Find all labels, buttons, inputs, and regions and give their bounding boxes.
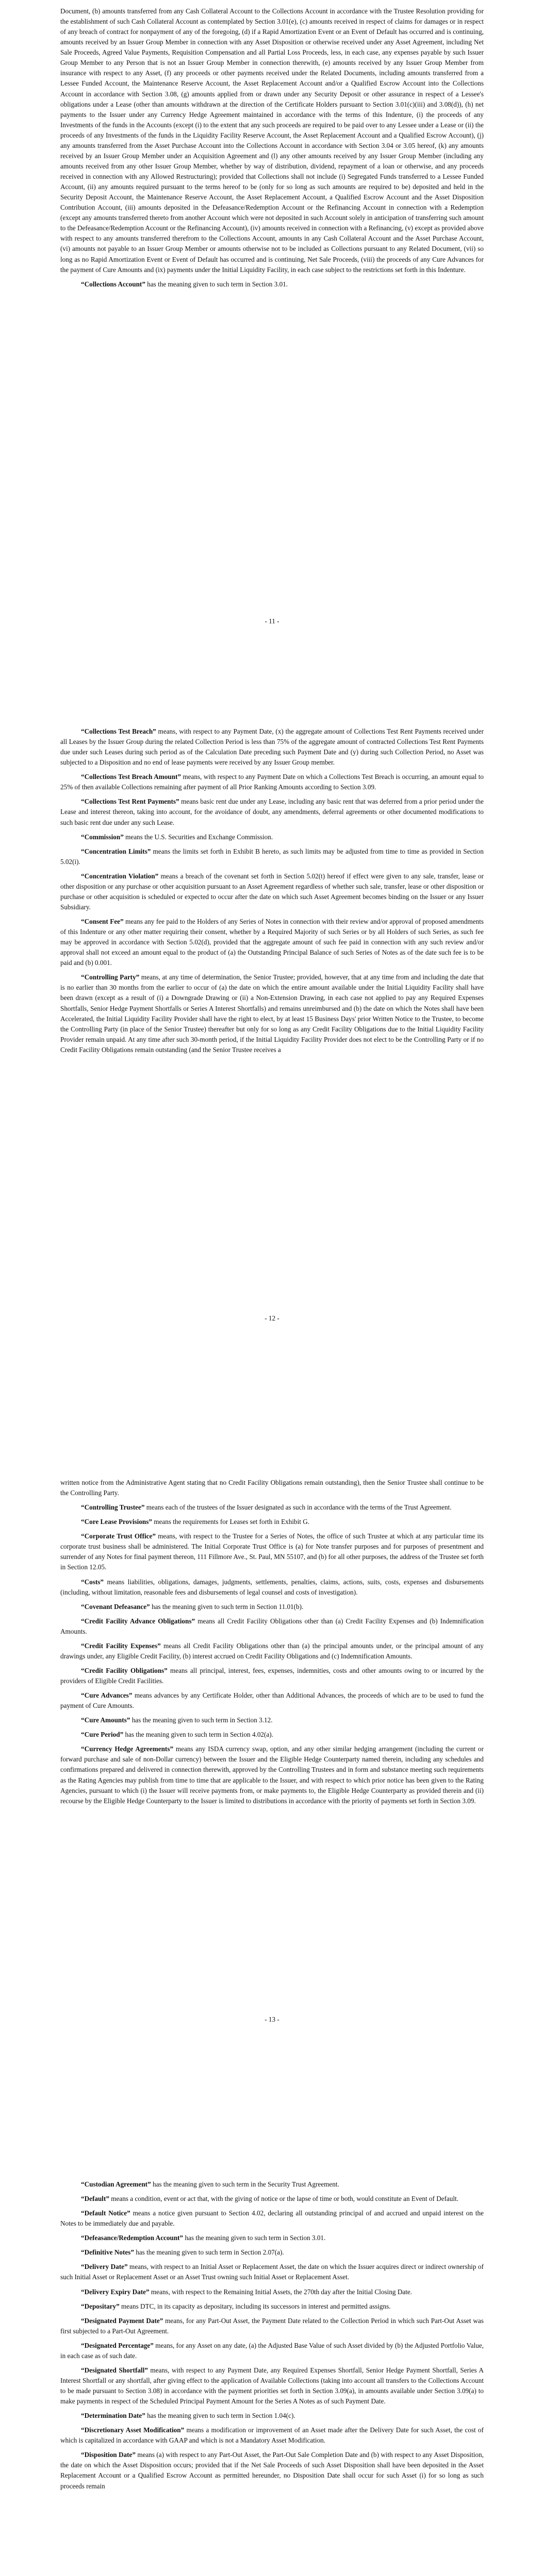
definition-delivery-date: [60, 2262, 484, 2282]
definition-credit-facility-obligations: [60, 1666, 484, 1686]
definition-text: means a condition, event or act that, with the giving of notice or the lapse of time or both, would constitute an Event of Default.: [109, 2195, 459, 2203]
defined-term: “Collections Test Rent Payments”: [81, 798, 179, 806]
definition-cure-amounts: [60, 1715, 484, 1725]
definition-text: means DTC, in its capacity as depositary, including its successors in interest and permitted assigns.: [119, 2302, 391, 2310]
definition-consent-fee: [60, 917, 484, 968]
defined-term: “Collections Account”: [81, 280, 145, 288]
definition-text: means basic rent due under any Lease, including any basic rent that was deferred from a prior period under the Lease and interest thereon, taking into account, for the avoidance of doubt, any amendments, deferral agreements or other documented modifications to such basic rent due under any such Lease.: [60, 798, 484, 826]
paragraph-text: written notice from the Administrative Agent stating that no Credit Facility Obligations remain outstanding), then the Senior Trustee shall continue to be the Controlling Party.: [60, 1479, 484, 1497]
defined-term: “Default”: [81, 2195, 109, 2203]
definition-core-lease-provisions: [60, 1517, 484, 1527]
definition-concentration-limits: [60, 846, 484, 867]
definition-text: means, for any Asset on any date, (a) the Adjusted Base Value of such Asset divided by (b) the Adjusted Portfolio Value, in each case as of such date.: [60, 2341, 484, 2360]
definition-covenant-defeasance: [60, 1602, 484, 1612]
defined-term: “Depositary”: [81, 2302, 120, 2310]
definition-text: means, at any time of determination, the Senior Trustee; provided, however, that at any time from and including the date that is no earlier than 30 months from the earlier to occur of (a) the date on which the entire amount available under the Initial Liquidity Facility shall have been drawn (except as a result of (i) a Downgrade Drawing or (ii) a Non-Extension Drawing, in each case not applied to pay any Required Expenses Shortfalls, Senior Hedge Payment Shortfalls or Series A Interest Shortfalls) and remains unreimbursed and (b) the date on which the Notes shall have been Accelerated, the Initial Liquidity Facility Provider shall have the right to elect, by at least 15 Business Days' prior Written Notice to the Trustee, to become the Controlling Party (in place of the Senior Trustee) thereafter but only for so long as any Credit Facility Obligations due to the Initial Liquidity Facility Provider remain unpaid. At any time after such 30-month period, if the Initial Liquidity Facility Provider does not elect to be the Controlling Party or if no Credit Facility Obligations remain outstanding (and the Senior Trustee receives a: [60, 973, 484, 1054]
definition-credit-facility-advance-obligations: [60, 1616, 484, 1637]
definition-text: has the meaning given to such term in Section 4.02(a).: [123, 1731, 273, 1739]
page-number: - 12 -: [265, 1314, 279, 1322]
definition-commission: [60, 832, 484, 842]
definition-collections-test-breach-amount: [60, 772, 484, 792]
defined-term: “Delivery Date”: [81, 2263, 128, 2271]
definition-concentration-violation: [60, 871, 484, 912]
definition-cure-period: [60, 1730, 484, 1740]
definition-designated-percentage: [60, 2341, 484, 2361]
defined-term: “Concentration Limits”: [81, 847, 151, 855]
page-number: - 13 -: [265, 2015, 279, 2023]
definition-text: means, for any Part-Out Asset, the Payment Date related to the Collection Period in which such Part-Out Asset was first subjected to a Part-Out Agreement.: [60, 2316, 484, 2335]
definition-default-notice: [60, 2208, 484, 2229]
definition-text: means, with respect to any Payment Date on which a Collections Test Breach is occurring, an amount equal to 25% of then available Collections remaining after payment of all Prior Ranking Amounts according to Section 3.09.: [60, 773, 484, 791]
defined-term: “Definitive Notes”: [81, 2248, 134, 2257]
definition-corporate-trust-office: [60, 1531, 484, 1572]
defined-term: “Corporate Trust Office”: [81, 1532, 156, 1540]
definition-text: has the meaning given to such term in Section 3.01.: [183, 2234, 326, 2242]
defined-term: “Default Notice”: [81, 2209, 130, 2217]
defined-term: “Concentration Violation”: [81, 872, 159, 880]
paragraph: [60, 1478, 484, 1498]
definition-text: means the U.S. Securities and Exchange Commission.: [123, 833, 273, 841]
definition-collections-test-rent-payments: [60, 796, 484, 827]
definition-text: has the meaning given to such term in Section 3.01.: [145, 280, 288, 288]
definition-delivery-expiry-date: [60, 2287, 484, 2297]
defined-term: “Disposition Date”: [81, 2451, 136, 2459]
definition-text: means, with respect to any Payment Date, any Required Expenses Shortfall, Senior Hedge Payment Shortfall, Series A Interest Shortfall or any shortfall, after giving effect to the application of Available Collections (taking into account all transfers to the Collections Account to be made pursuant to Section 3.08) in accordance with the payment priorities set forth in Section 3.09(a), in amounts available under Section 3.09(a) to make payments in respect of the Scheduled Principal Payment Amount for the Series A Notes as of such Payment Date.: [60, 2366, 484, 2405]
defined-term: “Controlling Party”: [81, 973, 140, 981]
definition-text: means a modification or improvement of an Asset made after the Delivery Date for such Asset, the cost of which is capitalized in accordance with GAAP and which is not a Mandatory Asset Modification.: [60, 2426, 484, 2445]
defined-term: “Collections Test Breach”: [81, 727, 156, 735]
page-number: - 11 -: [265, 617, 279, 625]
defined-term: “Discretionary Asset Modification”: [81, 2426, 185, 2434]
defined-term: “Collections Test Breach Amount”: [81, 773, 181, 781]
definition-text: means, with respect to the Trustee for a Series of Notes, the office of such Trustee at which at any particular time its corporate trust business shall be administered. The Initial Corporate Trust Office is (a) for Note transfer purposes and for purposes of presentment and surrender of any Notes for final payment thereon, 111 Fillmore Ave., St. Paul, MN 55107, and (b) for all other purposes, the address of the Trustee set forth in Section 12.05.: [60, 1532, 484, 1571]
defined-term: “Consent Fee”: [81, 918, 124, 925]
definition-text: means the limits set forth in Exhibit B hereto, as such limits may be adjusted from time to time as provided in Section 5.02(i).: [60, 847, 484, 866]
definition-text: has the meaning given to such term in the Security Trust Agreement.: [151, 2180, 339, 2188]
defined-term: “Core Lease Provisions”: [81, 1518, 152, 1526]
page-11: [0, 0, 544, 647]
definition-designated-payment-date: [60, 2316, 484, 2336]
paragraph: [60, 6, 484, 275]
page-13: [0, 1345, 544, 2048]
definition-text: means, with respect to the Remaining Initial Assets, the 270th day after the Initial Closing Date.: [149, 2287, 413, 2296]
defined-term: “Defeasance/Redemption Account”: [81, 2234, 184, 2242]
definition-text: means, with respect to any Payment Date, (x) the aggregate amount of Collections Test Rent Payments received under all Leases by the Issuer Group during the related Collection Period is less than 75% of the aggregate amount of contracted Collections Test Rent Payments due under such Leases during such period as of the Calculation Date preceding such Payment Date and (y) during such Collection Period, no Asset was subjected to a Disposition and no end of lease payments were received by any Issuer Group member.: [60, 727, 484, 767]
definition-text: means all Credit Facility Obligations other than (a) Credit Facility Expenses and (b) Indemnification Amounts.: [60, 1617, 484, 1635]
paragraph-text: Document, (b) amounts transferred from any Cash Collateral Account to the Collections Account in accordance with the Trustee Resolution providing for the establishment of such Cash Collateral Account as contemplated by Section 3.01(e), (c) amounts received in respect of claims for damages or in respect of any breach of contract for nonpayment of any of the foregoing, (d) if a Rapid Amortization Event or an Event of Default has occurred and is continuing, amounts received by an Issuer Group Member in connection with any Asset Disposition or otherwise received under any Asset Agreement, including Net Sale Proceeds, Agreed Value Payments, Requisition Compensation and all Partial Loss Proceeds, less, in each case, any expenses payable by such Issuer Group Member to any Person that is not an Issuer Group Member in connection therewith, (e) amounts received by any Issuer Group Member from insurance with respect to any Asset, (f) any proceeds or other payments received under the Related Documents, including amounts transferred from a Lessee Funded Account, the Maintenance Reserve Account, the Asset Replacement Account and/or a Qualified Escrow Account into the Collections Account in accordance with Section 3.08, (g) amounts applied from or drawn under any Security Deposit or other assurance in respect of a Lessee's obligations under a Lease (other than amounts withdrawn at the direction of the Certificate Holders pursuant to Section 3.01(c)(iii) and 3.08(d)), (h) net payments to the Issuer under any Currency Hedge Agreement maintained in accordance with the terms of this Indenture, (i) the proceeds of any Investments of the funds in the Accounts (except (i) to the extent that any such proceeds are required to be paid over to any Lessee under a Lease or (ii) the proceeds of any Investments of the funds in the Liquidity Facility Reserve Account, the Asset Replacement Account and a Qualified Escrow Account), (j) any amounts transferred from the Asset Purchase Account into the Collections Account in accordance with Section 3.04 or 3.05 hereof, (k) any amounts received by an Issuer Group Member under an Acquisition Agreement and (l) any other amounts received by any Issuer Group Member (including any amounts received from any other Issuer Group Member, whether by way of distribution, dividend, repayment of a loan or otherwise, and any proceeds received in connection with any Allowed Restructuring); provided that Collections shall not include (i) Segregated Funds transferred to a Lessee Funded Account, (ii) any amounts required pursuant to the terms hereof to be (only for so long as such amounts are required to be) deposited and held in the Security Deposit Account, the Maintenance Reserve Account, the Asset Replacement Account, a Qualified Escrow Account and the Asset Disposition Contribution Account, (iii) amounts deposited in the Defeasance/Redemption Account or the Refinancing Account in connection with a Redemption (except any amounts transferred thereto from another Account which were not deposited in such Account solely in anticipation of transferring such amount to the Defeasance/Redemption Account or the Refinancing Account), (iv) amounts received in connection with a Refinancing, (v) except as provided above with respect to any amounts transferred therefrom to the Collections Account, amounts in any Cash Collateral Account and the Asset Purchase Account, (vi) amounts not payable to an Issuer Group Member or amounts otherwise not to be included as Collections pursuant to any Related Document, (vii) so long as no Rapid Amortization Event or Event of Default has occurred and is continuing, Net Sale Proceeds, (viii) the proceeds of any Cure Advances for the payment of Cure Amounts and (ix) payments under the Initial Liquidity Facility, in each case subject to the restrictions set forth in this Indenture.: [60, 7, 484, 274]
defined-term: “Costs”: [81, 1578, 104, 1586]
definition-custodian-agreement: [60, 2179, 484, 2190]
defined-term: “Cure Amounts”: [81, 1716, 130, 1724]
defined-term: “Designated Shortfall”: [81, 2366, 148, 2374]
definition-cure-advances: [60, 1690, 484, 1711]
definition-controlling-trustee: [60, 1502, 484, 1513]
page-14: [0, 2048, 544, 2576]
definition-collections-account: [60, 279, 484, 290]
definition-costs: [60, 1577, 484, 1598]
definition-text: has the meaning given to such term in Section 2.07(a).: [134, 2248, 284, 2257]
defined-term: “Commission”: [81, 833, 124, 841]
definition-text: means any ISDA currency swap, option, and any other similar hedging arrangement (including the current or forward purchase and sale of non-Dollar currency) between the Issuer and the Eligible Hedge Counterparty named therein, including any schedules and confirmations prepared and delivered in connection therewith, approved by the Controlling Trustees and in form and substance meeting such requirements as the Rating Agencies may publish from time to time that are applicable to the Issuer, and with respect to which prior notice has been given to the Rating Agencies, pursuant to which (i) the Issuer will receive payments from, or make payments to, the Eligible Hedge Counterparty as provided therein and (ii) recourse by the Eligible Hedge Counterparty to the Issuer is limited to distributions in accordance with the priority of payments set forth in Section 3.09.: [60, 1745, 484, 1805]
defined-term: “Credit Facility Expenses”: [81, 1641, 161, 1650]
definition-text: means any fee paid to the Holders of any Series of Notes in connection with their review and/or approval of proposed amendments of this Indenture or any other matter requiring their consent, whether by a Required Majority of such Series or by all Holders of such Series, as such fee may be approved in accordance with Section 5.02(d), provided that the aggregate amount of such fee paid in connection with any such review and/or approval shall not exceed an amount equal to the product of (a) the Outstanding Principal Balance of such Series of Notes as of the date such fee is to be paid and (b) 0.001.: [60, 918, 484, 967]
definition-definitive-notes: [60, 2247, 484, 2258]
defined-term: “Custodian Agreement”: [81, 2180, 151, 2188]
definition-currency-hedge-agreements: [60, 1744, 484, 1806]
defined-term: “Delivery Expiry Date”: [81, 2287, 150, 2296]
definition-text: means (a) with respect to any Part-Out Asset, the Part-Out Sale Completion Date and (b) with respect to any Asset Disposition, the date on which the Asset Disposition occurs; provided that if the Net Sale Proceeds of such Asset Disposition shall have been deposited in the Asset Replacement Account or a Qualified Escrow Account as permitted hereunder, no Disposition Date shall occur for such Asset (i) for so long as such proceeds remain: [60, 2451, 484, 2490]
defined-term: “Cure Period”: [81, 1731, 124, 1739]
definition-credit-facility-expenses: [60, 1641, 484, 1662]
definition-text: has the meaning given to such term in Section 11.01(b).: [150, 1602, 304, 1611]
definition-defeasance-redemption-account: [60, 2233, 484, 2243]
definition-text: means the requirements for Leases set forth in Exhibit G.: [152, 1518, 310, 1526]
definition-default: [60, 2194, 484, 2204]
definition-text: means each of the trustees of the Issuer designated as such in accordance with the terms of the Trust Agreement.: [144, 1503, 452, 1512]
definition-text: means a breach of the covenant set forth in Section 5.02(t) hereof if effect were given to any sale, transfer, lease or other disposition or any purchase or other acquisition pursuant to an Asset Agreement regardless of whether such sale, transfer, lease or other disposition or purchase or other acquisition is scheduled or expected to occur after the date on which such Asset Agreement becomes binding on the Issuer or any Issuer Subsidiary.: [60, 872, 484, 911]
definition-collections-test-breach: [60, 726, 484, 768]
definition-text: means, with respect to an Initial Asset or Replacement Asset, the date on which the Issuer acquires direct or indirect ownership of such Initial Asset or Replacement Asset or an Asset Trust owning such Initial Asset or Replacement Asset.: [60, 2263, 484, 2281]
definition-text: has the meaning given to such term in Section 1.04(c).: [145, 2412, 295, 2420]
definition-designated-shortfall: [60, 2365, 484, 2406]
definition-determination-date: [60, 2411, 484, 2421]
defined-term: “Designated Payment Date”: [81, 2316, 163, 2325]
defined-term: “Credit Facility Advance Obligations”: [81, 1617, 195, 1625]
defined-term: “Designated Percentage”: [81, 2341, 154, 2349]
definition-discretionary-asset-modification: [60, 2425, 484, 2446]
defined-term: “Controlling Trustee”: [81, 1503, 145, 1512]
definition-controlling-party: [60, 972, 484, 1055]
defined-term: “Cure Advances”: [81, 1691, 133, 1700]
definition-text: means a notice given pursuant to Section 4.02, declaring all outstanding principal of and accrued and unpaid interest on the Notes to be immediately due and payable.: [60, 2209, 484, 2228]
defined-term: “Covenant Defeasance”: [81, 1602, 150, 1611]
page-12: [0, 647, 544, 1345]
definition-text: means advances by any Certificate Holder, other than Additional Advances, the proceeds of which are to be used to fund the payment of Cure Amounts.: [60, 1691, 484, 1710]
definition-text: has the meaning given to such term in Section 3.12.: [130, 1716, 273, 1724]
defined-term: “Determination Date”: [81, 2412, 145, 2420]
defined-term: “Credit Facility Obligations”: [81, 1666, 168, 1674]
defined-term: “Currency Hedge Agreements”: [81, 1745, 174, 1753]
definition-disposition-date: [60, 2450, 484, 2491]
definition-text: means all Credit Facility Obligations other than (a) the principal amounts under, or the principal amount of any drawings under, any Eligible Credit Facility, (b) interest accrued on Credit Facility Obligations and (c) Indemnification Amounts.: [60, 1641, 484, 1660]
definition-text: means all principal, interest, fees, expenses, indemnities, costs and other amounts owing to or incurred by the providers of Eligible Credit Facilities.: [60, 1666, 484, 1685]
definition-text: means liabilities, obligations, damages, judgments, settlements, penalties, claims, actions, suits, costs, expenses and disbursements (including, without limitation, reasonable fees and disbursements of legal counsel and costs of investigation).: [60, 1578, 484, 1596]
definition-depositary: [60, 2301, 484, 2312]
